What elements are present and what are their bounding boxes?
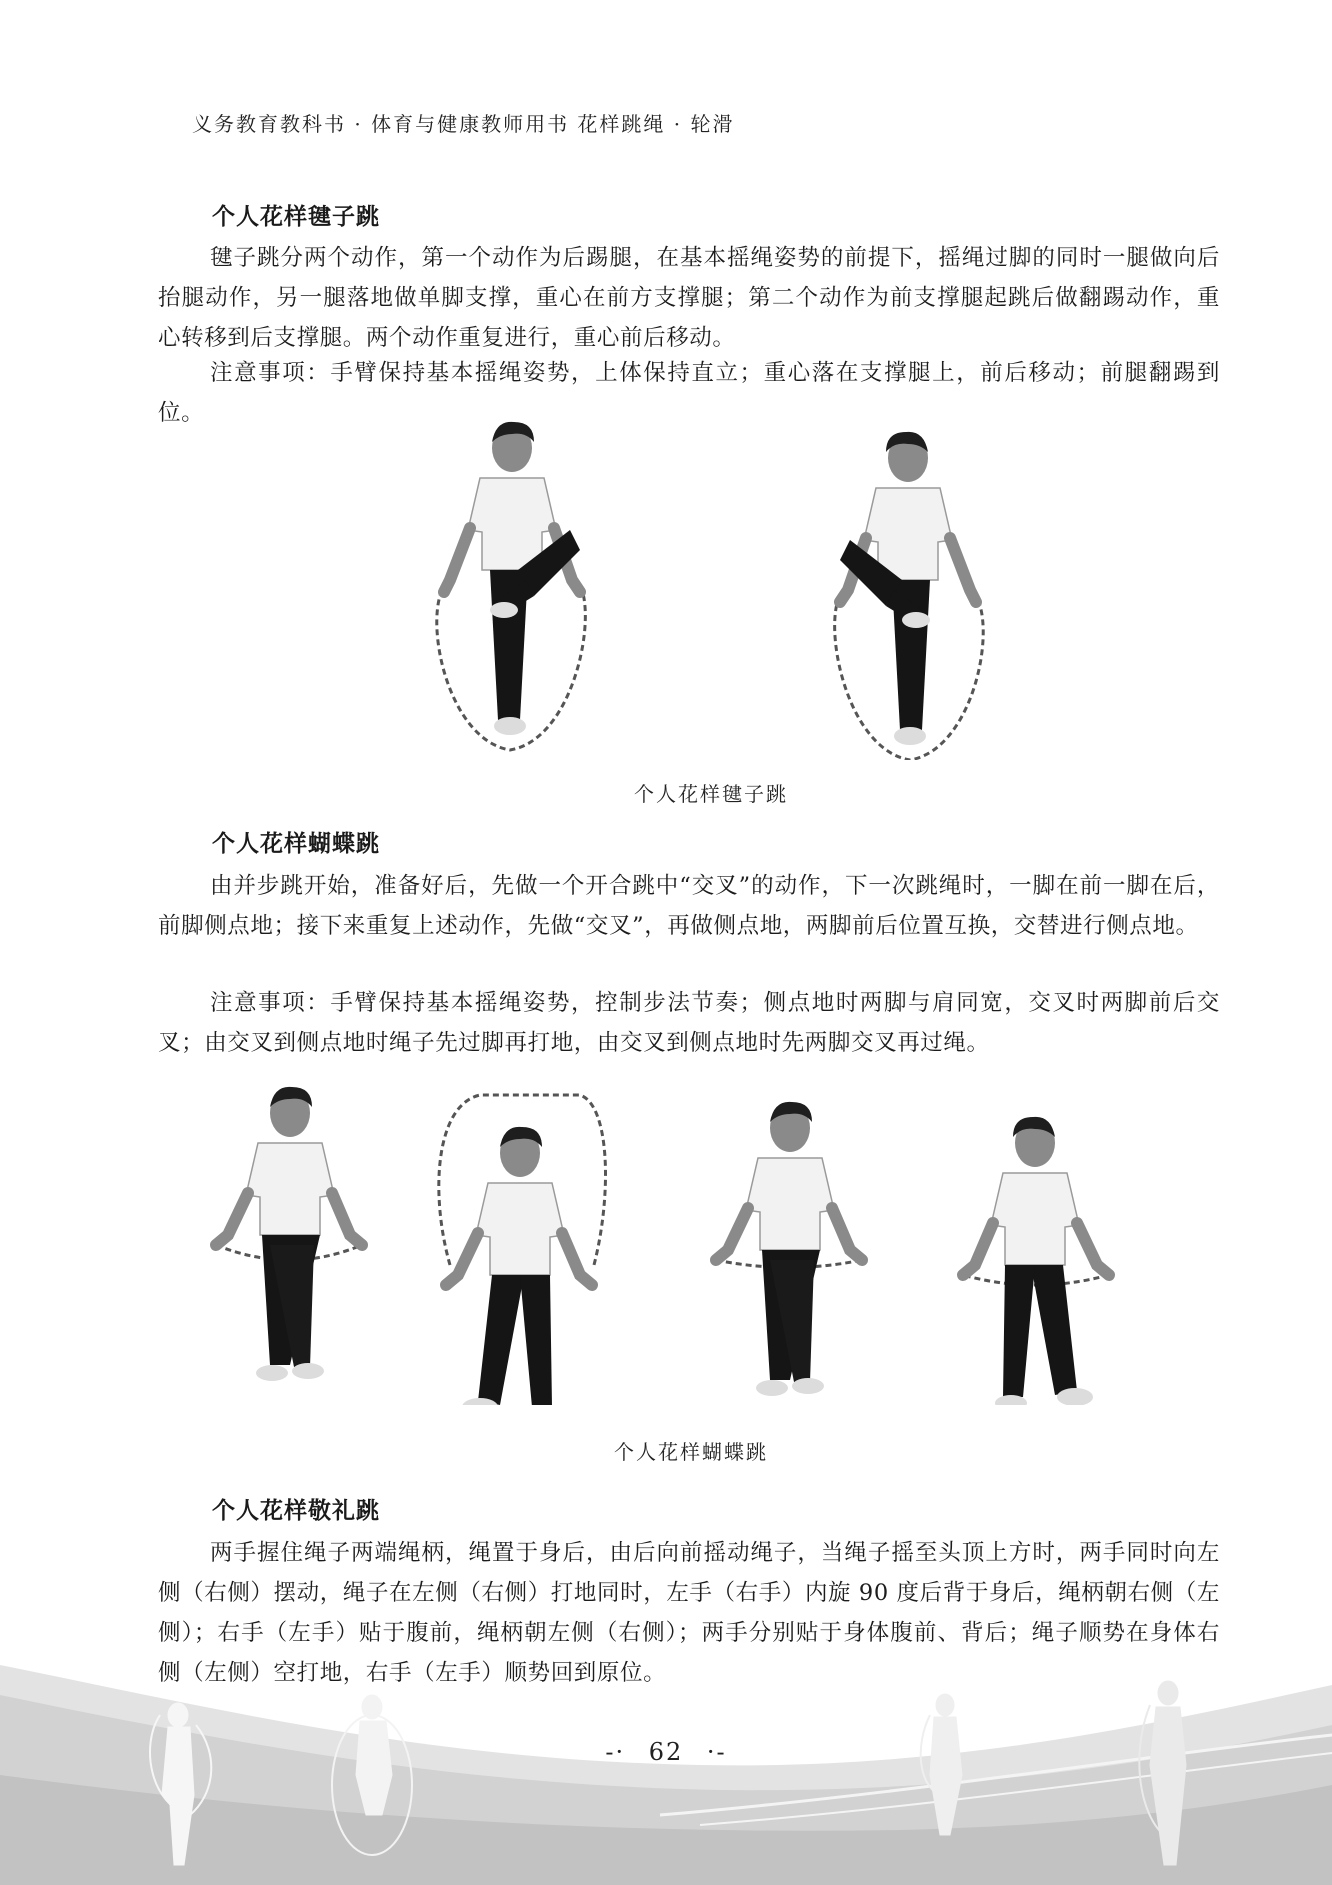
figure-butterfly-jump: [200, 1085, 1180, 1405]
page-number-dash-left: -·: [605, 1738, 626, 1766]
figure-jianzi-jump: [410, 420, 1030, 760]
page-number-value: 62: [648, 1738, 684, 1766]
paragraph-salute-description: 两手握住绳子两端绳柄，绳置于身后，由后向前摇动绳子，当绳子摇至头顶上方时，两手同时向左侧（右侧）摆动，绳子在左侧（右侧）打地同时，左手（右手）内旋 90 度后背于身后，绳柄朝右侧（左侧）；右手（左手）贴于腹前，绳柄朝左侧（右侧）；两手分别贴于身体腹前、背后；绳子顺势在身体右侧（左侧）空打地，右手（左手）顺势回到原位。: [158, 1540, 1220, 1686]
page-number-dash-right: ·-: [706, 1738, 727, 1766]
running-head: 义务教育教科书 · 体育与健康教师用书 花样跳绳 · 轮滑: [192, 112, 735, 136]
page-number: [0, 1738, 1332, 1766]
caption-jianzi: 个人花样毽子跳: [634, 782, 788, 806]
caption-butterfly: 个人花样蝴蝶跳: [614, 1440, 768, 1464]
paragraph-jianzi-notes: 注意事项：手臂保持基本摇绳姿势，上体保持直立；重心落在支撑腿上，前后移动；前腿翻踢到位。: [158, 360, 1220, 426]
footer-decoration: [0, 1665, 1332, 1885]
section-title-salute: 个人花样敬礼跳: [212, 1498, 380, 1524]
paragraph-butterfly-description: 由并步跳开始，准备好后，先做一个开合跳中“交叉”的动作，下一次跳绳时，一脚在前一脚在后，前脚侧点地；接下来重复上述动作，先做“交叉”，再做侧点地，两脚前后位置互换，交替进行侧点地。: [158, 873, 1220, 939]
section-title-butterfly: 个人花样蝴蝶跳: [212, 831, 380, 857]
paragraph-butterfly-notes: 注意事项：手臂保持基本摇绳姿势，控制步法节奏；侧点地时两脚与肩同宽，交叉时两脚前后交叉；由交叉到侧点地时绳子先过脚再打地，由交叉到侧点地时先两脚交叉再过绳。: [158, 990, 1220, 1056]
paragraph-jianzi-description: 毽子跳分两个动作，第一个动作为后踢腿，在基本摇绳姿势的前提下，摇绳过脚的同时一腿做向后抬腿动作，另一腿落地做单脚支撑，重心在前方支撑腿；第二个动作为前支撑腿起跳后做翻踢动作，重心转移到后支撑腿。两个动作重复进行，重心前后移动。: [158, 245, 1220, 351]
section-title-jianzi: 个人花样毽子跳: [212, 204, 380, 230]
